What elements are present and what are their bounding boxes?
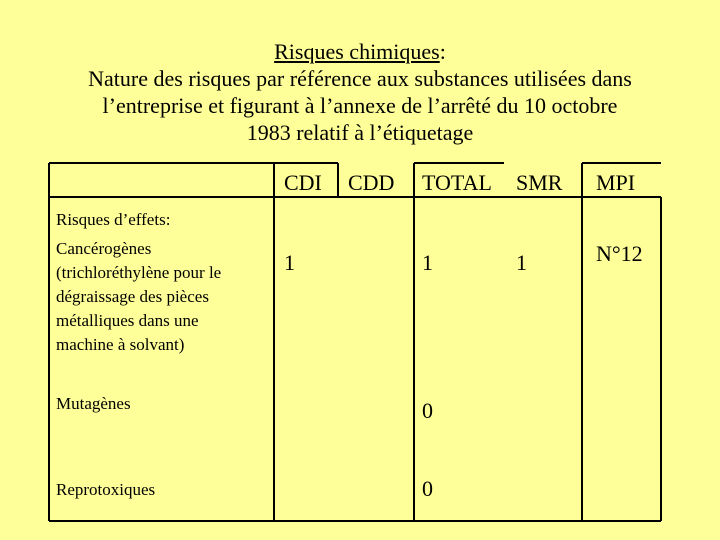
row-reprotoxiques-total: 0 — [422, 476, 433, 501]
row-cancerogenes-mpi: N°12 — [596, 241, 643, 266]
header-cdd: CDD — [348, 170, 395, 195]
label-line: métalliques dans une — [56, 311, 199, 330]
label-line: (trichloréthylène pour le — [56, 263, 222, 282]
label-line: dégraissage des pièces — [56, 287, 209, 306]
header-total: TOTAL — [422, 170, 492, 195]
section-label: Risques d’effets: — [56, 210, 171, 229]
row-label-mutagenes: Mutagènes — [56, 394, 131, 413]
row-cancerogenes-cdi: 1 — [284, 250, 295, 275]
header-mpi: MPI — [596, 170, 636, 195]
title-line-3: l’entreprise et figurant à l’annexe de l’arrêté du 10 octobre — [102, 93, 618, 118]
title-line-2: Nature des risques par référence aux substances utilisées dans — [88, 66, 632, 91]
header-cdi: CDI — [284, 170, 322, 195]
row-label-cancerogenes — [56, 237, 266, 357]
title-line-4: 1983 relatif à l’étiquetage — [246, 120, 474, 145]
row-cancerogenes-smr: 1 — [516, 250, 527, 275]
label-line: machine à solvant) — [56, 335, 185, 354]
label-line: Cancérogènes — [56, 239, 152, 258]
title-colon: : — [439, 39, 446, 64]
row-cancerogenes-total: 1 — [422, 250, 433, 275]
row-label-reprotoxiques: Reprotoxiques — [56, 480, 156, 499]
header-smr: SMR — [516, 170, 563, 195]
row-mutagenes-total: 0 — [422, 398, 433, 423]
title-underlined: Risques chimiques — [274, 39, 440, 64]
